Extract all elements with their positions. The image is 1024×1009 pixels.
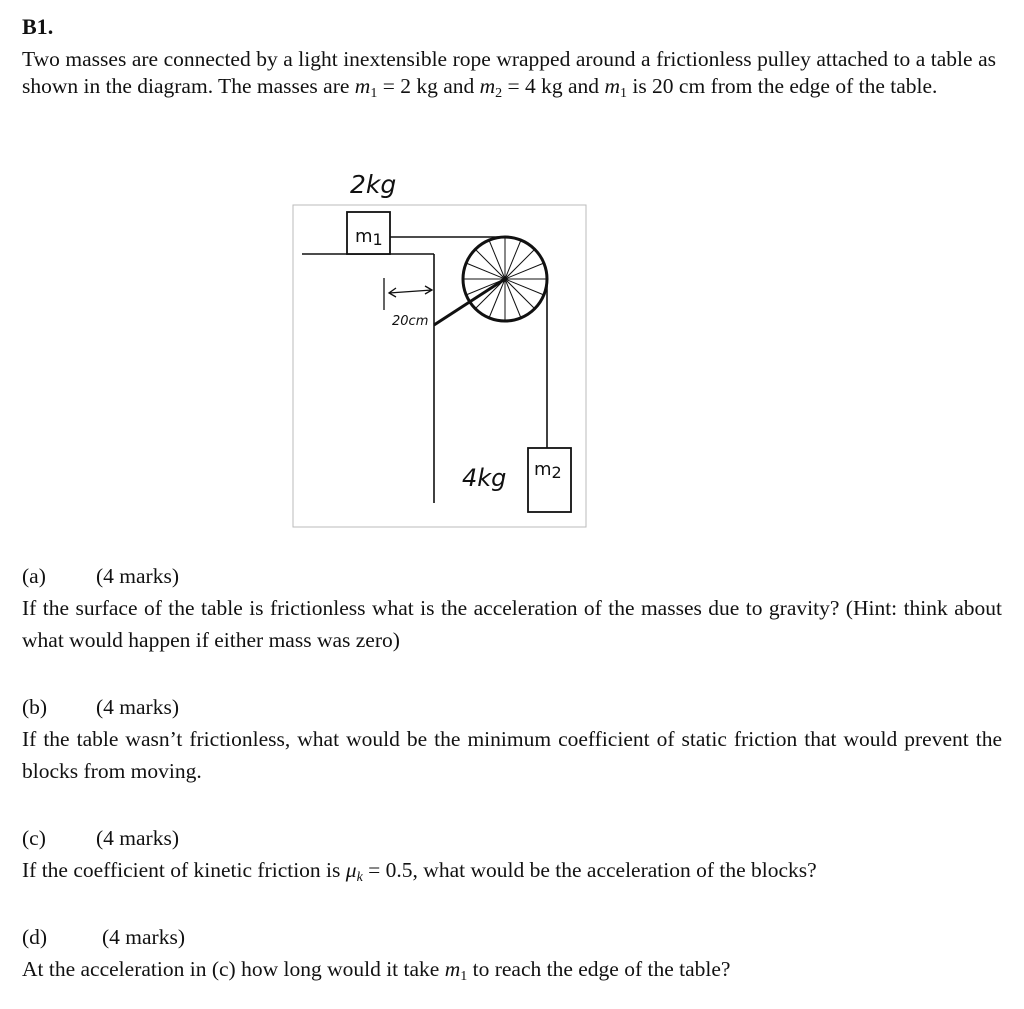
question-c-marks: (4 marks): [96, 826, 179, 850]
question-d-label: (d): [22, 925, 48, 949]
question-c-label: (c): [22, 826, 46, 850]
question-c: [22, 822, 1002, 886]
question-c-text: If the coefficient of kinetic friction is $\mu_k = 0.5$, what would be the acceleration of the blocks?: [22, 858, 817, 885]
question-d-marks: (4 marks): [102, 925, 185, 949]
question-a-marks: (4 marks): [96, 564, 179, 588]
problem-number: B1.: [22, 14, 54, 39]
mass2-hand-label: 4kg: [462, 464, 507, 492]
mass1-box-label: m1: [355, 226, 383, 249]
mass2-box-label: m2: [534, 459, 562, 482]
question-a: [22, 560, 1002, 656]
question-d-text: At the acceleration in (c) how long would it take $m_1$ to reach the edge of the table?: [22, 957, 731, 984]
mass1-hand-label: 2kg: [350, 170, 397, 199]
distance-arrow: [389, 290, 432, 293]
question-a-label: (a): [22, 564, 46, 588]
question-a-text: If the surface of the table is frictionless what is the acceleration of the masses due to gravity? (Hint: think about what would happen if either mass was zero): [22, 596, 1002, 652]
mass2-box: [528, 448, 571, 512]
problem-intro: Two masses are connected by a light inextensible rope wrapped around a frictionless pulley attached to a table as shown in the diagram. The masses are $m_1 = 2$ kg and $m_2 = 4$ kg and $m_1$ is 20 cm from the edge of the table.: [22, 47, 996, 101]
question-b-label: (b): [22, 695, 48, 719]
distance-label: 20cm: [392, 314, 429, 329]
question-b-text: If the table wasn’t frictionless, what would be the minimum coefficient of static friction that would prevent the blocks from moving.: [22, 727, 1002, 783]
question-b: [22, 691, 1002, 787]
question-d: [22, 921, 1002, 985]
question-b-marks: (4 marks): [96, 695, 179, 719]
pulley-diagram: [292, 163, 588, 529]
